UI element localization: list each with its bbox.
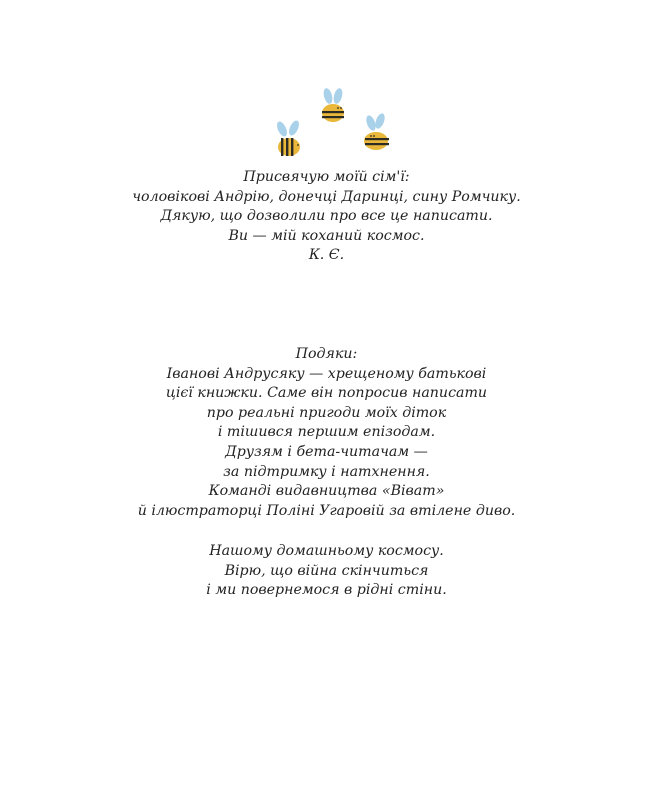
- dedication-line: Дякую, що дозволили про все це написати.: [160, 208, 493, 225]
- dedication-signature: К. Є.: [308, 247, 345, 264]
- dedication-line: Ви — мій коханий космос.: [228, 227, 425, 244]
- bees-illustration: [0, 0, 653, 170]
- acknowledgements-heading: Подяки:: [295, 346, 358, 362]
- bee-icon: [272, 118, 306, 160]
- dedication-block: [0, 168, 653, 266]
- dedication-heading: Присвячую моїй сім'ї:: [243, 169, 410, 185]
- acknowledgements-line: Іванові Андрусяку — хрещеному батькові: [166, 365, 487, 382]
- acknowledgements-line: й ілюстраторці Поліні Угаровій за втілене диво.: [137, 502, 516, 519]
- acknowledgements-block: [0, 345, 653, 521]
- acknowledgements-line: за підтримку і натхнення.: [223, 463, 430, 480]
- closing-line: Нашому домашньому космосу.: [209, 543, 444, 559]
- closing-line: і ми повернемося в рідні стіни.: [206, 582, 447, 599]
- acknowledgements-line: Друзям і бета-читачам —: [225, 443, 428, 460]
- closing-line: Вірю, що війна скінчиться: [224, 562, 429, 579]
- bee-icon: [316, 86, 350, 126]
- acknowledgements-line: Команді видавництва «Віват»: [208, 483, 445, 500]
- acknowledgements-line: і тішився першим епізодам.: [217, 424, 436, 441]
- acknowledgements-line: про реальні пригоди моїх діток: [206, 404, 447, 421]
- acknowledgements-line: цієї книжки. Саме він попросив написати: [165, 385, 488, 402]
- bee-icon: [358, 112, 394, 154]
- dedication-line: чоловікові Андрію, донечці Даринці, сину Ромчику.: [132, 188, 521, 205]
- closing-block: [0, 542, 653, 601]
